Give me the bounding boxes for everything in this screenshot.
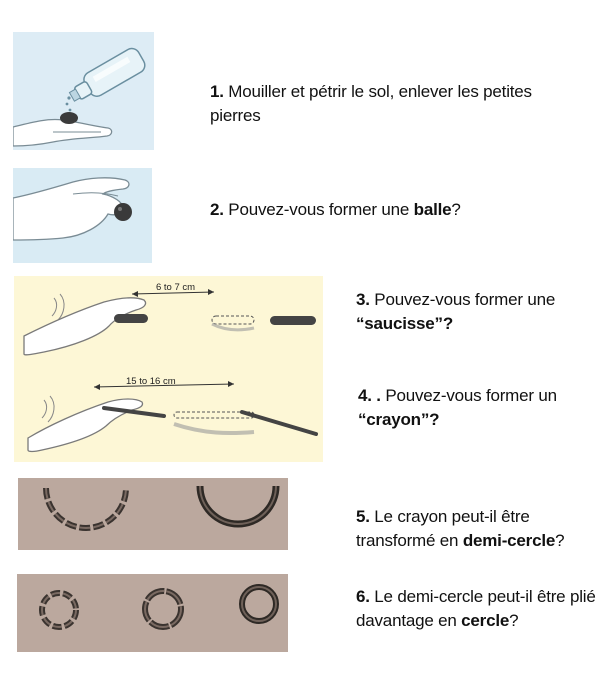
step4-keyword: “crayon”? xyxy=(358,410,440,429)
step1-illustration-water-bottle xyxy=(13,32,154,150)
step1-number: 1. xyxy=(210,82,224,101)
rolling-sausage-icon xyxy=(14,276,323,372)
step6-instruction: Le demi-cercle peut-il être plié davantage en xyxy=(356,587,596,630)
step3-instruction: Pouvez-vous former une xyxy=(369,290,556,309)
step4-text xyxy=(358,384,608,432)
step4-illustration-pencil xyxy=(14,372,323,462)
circle-icon xyxy=(17,574,288,652)
step3-text xyxy=(356,288,606,336)
step5-text: 5. Le crayon peut-il être transformé en demi-cercle? xyxy=(356,507,565,550)
step1-text xyxy=(210,80,540,128)
pencil-length-label: 15 to 16 cm xyxy=(126,376,176,387)
step4-number: 4. . xyxy=(358,386,381,405)
step3-number: 3. xyxy=(356,290,370,309)
step5-instruction: Le crayon peut-il être transformé en xyxy=(356,507,530,550)
sausage-length-label: 6 to 7 cm xyxy=(156,282,196,293)
bottle-pouring-icon xyxy=(13,32,154,150)
step2-number: 2. xyxy=(210,200,224,219)
step5-number: 5. xyxy=(356,507,370,526)
step5-keyword: demi-cercle xyxy=(462,531,556,550)
rolling-pencil-icon xyxy=(14,372,323,462)
step2-text: 2. Pouvez-vous former une balle? xyxy=(210,200,461,219)
step3-keyword: “saucisse”? xyxy=(356,314,454,333)
half-circle-icon xyxy=(18,478,288,550)
step5-illustration-half-circle xyxy=(18,478,288,550)
step2-instruction: Pouvez-vous former une xyxy=(223,200,414,219)
step6-keyword: cercle xyxy=(461,611,510,630)
step4-instruction: Pouvez-vous former un xyxy=(380,386,557,405)
step6-text: 6. Le demi-cercle peut-il être plié davantage en cercle? xyxy=(356,587,596,630)
step1-instruction: Mouiller et pétrir le sol, enlever les petites pierres xyxy=(210,82,532,125)
step3-illustration-sausage xyxy=(14,276,323,372)
step6-number: 6. xyxy=(356,587,370,606)
step6-illustration-circle xyxy=(17,574,288,652)
hand-ball-icon xyxy=(13,168,152,263)
step2-illustration-ball xyxy=(13,168,152,263)
step2-keyword: balle xyxy=(413,200,452,219)
